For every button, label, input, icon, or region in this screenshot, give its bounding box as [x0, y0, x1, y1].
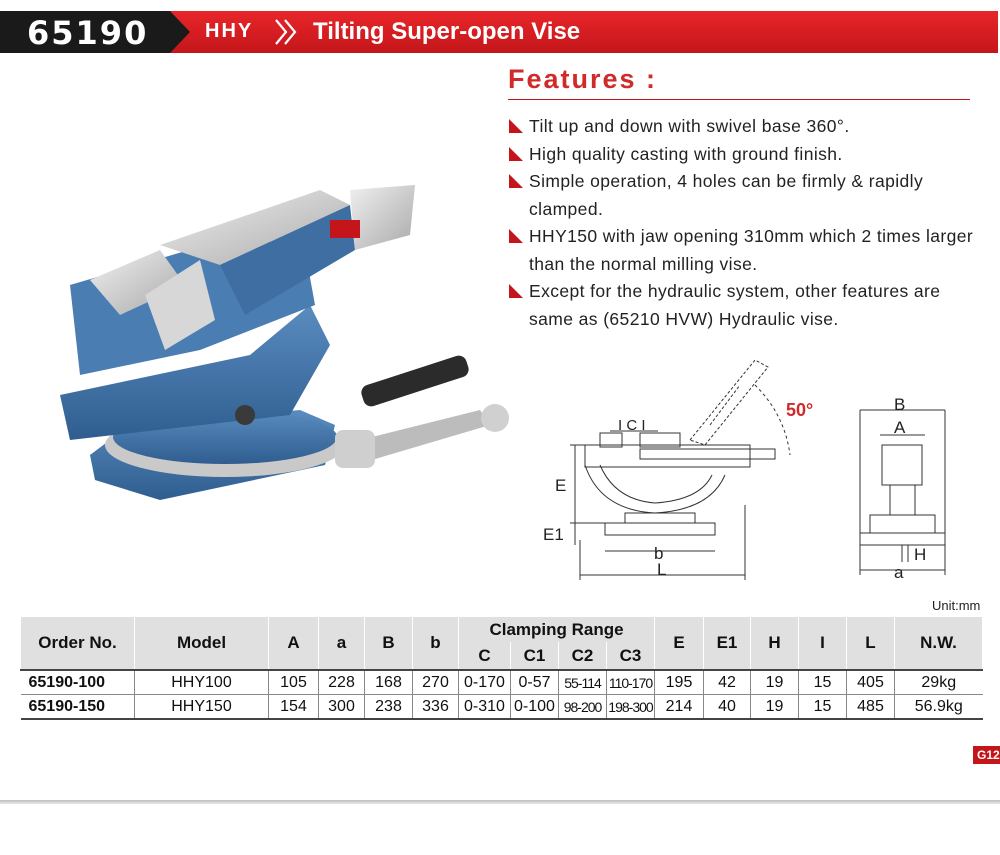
col-order-no: Order No.: [21, 617, 135, 670]
dim-label-a-upper: A: [894, 418, 906, 437]
bullet-triangle-icon: [508, 119, 523, 133]
features-divider: [508, 99, 970, 100]
bullet-triangle-icon: [508, 147, 523, 161]
dim-label-c: I C I: [618, 417, 646, 434]
col-C2: C2: [559, 642, 607, 670]
col-E1: E1: [704, 617, 751, 670]
features-list: [508, 113, 988, 333]
feature-item: HHY150 with jaw opening 310mm which 2 times larger than the normal milling vise.: [508, 223, 988, 278]
col-b: b: [413, 617, 459, 670]
table-row: 65190-100 HHY100 105 228 168 270 0-170 0-57 55-114 110-170 195 42 19 15 405 29kg: [21, 670, 983, 695]
footer-divider: [0, 800, 1000, 804]
dim-label-h: H: [914, 545, 927, 564]
col-L: L: [847, 617, 895, 670]
chevron-right-icon: [272, 17, 302, 47]
col-B: B: [365, 617, 413, 670]
feature-item: Simple operation, 4 holes can be firmly & rapidly clamped.: [508, 168, 988, 223]
dim-label-l: L: [657, 560, 667, 579]
col-clamping-range: Clamping Range: [459, 617, 655, 642]
col-A: A: [269, 617, 319, 670]
dim-label-bb: B: [894, 395, 906, 414]
dim-label-a-lower: a: [894, 563, 904, 582]
product-code: 65190: [27, 14, 149, 52]
col-E: E: [655, 617, 704, 670]
col-C: C: [459, 642, 511, 670]
col-model: Model: [135, 617, 269, 670]
dim-label-e: E: [555, 476, 567, 495]
col-a: a: [319, 617, 365, 670]
features-heading: Features :: [508, 64, 658, 94]
side-view-diagram: [540, 345, 830, 585]
vise-product-photo: [50, 175, 520, 515]
col-I: I: [799, 617, 847, 670]
unit-label: Unit:mm: [932, 598, 981, 613]
dim-label-e1: E1: [543, 525, 564, 544]
table-row: 65190-150 HHY150 154 300 238 336 0-310 0-100 98-200 198-300 214 40 19 15 485 56.9kg: [21, 695, 983, 720]
product-title: Tilting Super-open Vise: [313, 18, 581, 45]
dim-label-b: b: [654, 544, 664, 563]
tilt-angle-label: 50°: [786, 400, 814, 420]
col-C3: C3: [607, 642, 655, 670]
product-series: HHY: [205, 20, 254, 42]
feature-item: High quality casting with ground finish.: [508, 141, 988, 169]
col-C1: C1: [511, 642, 559, 670]
feature-item: Tilt up and down with swivel base 360°.: [508, 113, 988, 141]
col-nw: N.W.: [895, 617, 983, 670]
feature-item: Except for the hydraulic system, other features are same as (65210 HVW) Hydraulic vise.: [508, 278, 988, 333]
col-H: H: [751, 617, 799, 670]
page-tag: G12: [973, 746, 1000, 764]
spec-table: [20, 617, 983, 720]
header-banner: [0, 11, 998, 53]
